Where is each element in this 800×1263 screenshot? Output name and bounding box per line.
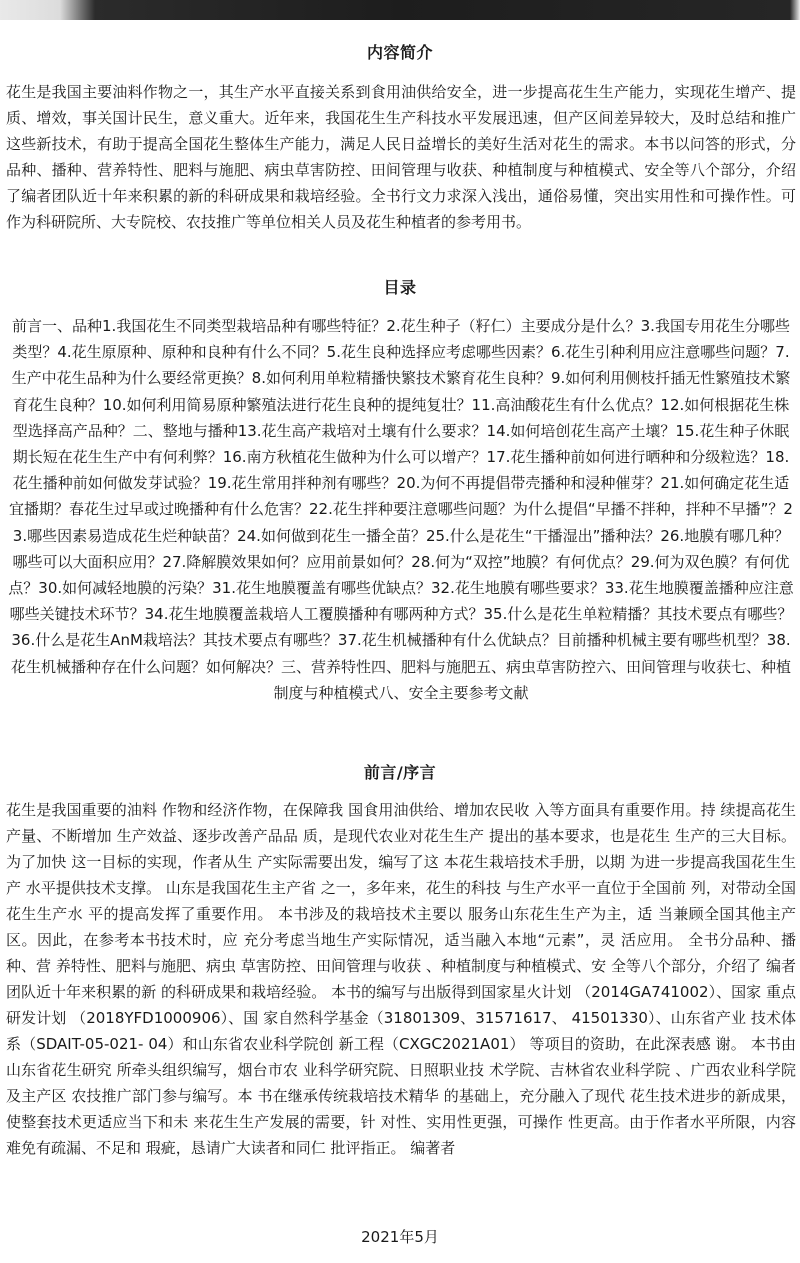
intro-paragraph: 花生是我国主要油料作物之一，其生产水平直接关系到食用油供给安全，进一步提高花生生产能力，实现花生增产、提质、增效，事关国计民生，意义重大。近年来，我国花生生产科技水平发展迅速，但产区间差异较大，及时总结和推广这些新技术，有助于提高全国花生整体生产能力，满足人民日益增长的美好生活对花生的需求。本书以问答的形式，分品种、播种、营养特性、肥料与施肥、病虫草害防控、田间管理与收获、种植制度与种植模式、安全等八个部分，介绍了编者团队近十年来积累的新的科研成果和栽培经验。全书行文力求深入浅出，通俗易懂，突出实用性和可操作性。可作为科研院所、大专院校、农技推广等单位相关人员及花生种植者的参考用书。: [6, 83, 796, 231]
preface-paragraph: 花生是我国重要的油料 作物和经济作物，在保障我 国食用油供给、增加农民收 入等方面具有重要作用。持 续提高花生产量、不断增加 生产效益、逐步改善产品品 质，是现代农业对花生生产 提出的基本要求，也是花生 生产的三大目标。为了加快 这一目标的实现，作者从生 产实际需要出发，编写了这 本花生栽培技术手册，以期 为进一步提高我国花生生产 水平提供技术支撑。 山东是我国花生主产省 之一，多年来，花生的科技 与生产水平一直位于全国前 列，对带动全国花生生产水 平的提高发挥了重要作用。 本书涉及的栽培技术主要以 服务山东花生生产为主，适 当兼顾全国其他主产区。因此，在参考本书技术时，应 充分考虑当地生产实际情况，适当融入本地“元素”，灵 活应用。 全书分品种、播种、营 养特性、肥料与施肥、病虫 草害防控、田间管理与收获 、种植制度与种植模式、安 全等八个部分，介绍了 编者团队近十年来积累的新 的科研成果和栽培经验。 本书的编写与出版得到国家星火计划 （2014GA741002）、国家 重点研发计划 （2018YFD1000906）、国 家自然科学基金（31801309、31571617、 41501330）、山东省产业 技术体系（SDAIT-05-021- 04）和山东省农业科学院创 新工程（CXGC2021A01） 等项目的资助，在此深表感 谢。 本书由山东省花生研究 所牵头组织编写，烟台市农 业科学研究院、日照职业技 术学院、吉林省农业科学院 、广西农业科学院及主产区 农技推广部门参与编写。本 书在继承传统栽培技术精华 的基础上，充分融入了现代 花生技术进步的新成果， 使整套技术更适应当下和未 来花生生产发展的需要，针 对性、实用性更强，可操作 性更高。由于作者水平所限，内容难免有疏漏、不足和 瑕疵，恳请广大读者和同仁 批评指正。 编著者: [6, 801, 796, 1157]
intro-title: 内容简介: [366, 43, 433, 62]
toc-title: 目录: [383, 278, 417, 297]
top-photo-strip: [0, 0, 800, 20]
preface-date: 2021年5月: [361, 1228, 439, 1246]
toc-content: 前言一、品种1.我国花生不同类型栽培品种有哪些特征？2.花生种子（籽仁）主要成分是什么？3.我国专用花生分哪些类型？4.花生原原种、原种和良种有什么不同？5.花生良种选择应考虑哪些因素？6.花生引种利用应注意哪些问题？7.生产中花生品种为什么要经常更换？8.如何利用单粒精播快繁技术繁育花生良种？9.如何利用侧枝扦插无性繁殖技术繁育花生良种？10.如何利用简易原种繁殖法进行花生良种的提纯复壮？11.高油酸花生有什么优点？12.如何根据花生株型选择高产品种？二、整地与播种13.花生高产栽培对土壤有什么要求？14.如何培创花生高产土壤？15.花生种子休眠期长短在花生生产中有何利弊？16.南方秋植花生做种为什么可以增产？17.花生播种前如何进行晒种和分级粒选？18.花生播种前如何做发芽试验？19.花生常用拌种剂有哪些？20.为何不再提倡带壳播种和浸种催芽？21.如何确定花生适宜播期？春花生过早或过晚播种有什么危害？22.花生拌种要注意哪些问题？为什么提倡“早播不拌种，拌种不早播”？23.哪些因素易造成花生烂种缺苗？24.如何做到花生一播全苗？25.什么是花生“干播湿出”播种法？26.地膜有哪几种？哪些可以大面积应用？27.降解膜效果如何？应用前景如何？28.何为“双控”地膜？有何优点？29.何为双色膜？有何优点？30.如何减轻地膜的污染？31.花生地膜覆盖有哪些优缺点？32.花生地膜有哪些要求？33.花生地膜覆盖播种应注意哪些关键技术环节？34.花生地膜覆盖栽培人工覆膜播种有哪两种方式？35.什么是花生单粒精播？其技术要点有哪些？36.什么是花生AnM栽培法？其技术要点有哪些？37.花生机械播种有什么优缺点？目前播种机械主要有哪些机型？38.花生机械播种存在什么问题？如何解决？三、营养特性四、肥料与施肥五、病虫草害防控六、田间管理与收获七、种植制度与种植模式八、安全主要参考文献: [8, 317, 794, 702]
preface-title: 前言/序言: [363, 763, 437, 782]
